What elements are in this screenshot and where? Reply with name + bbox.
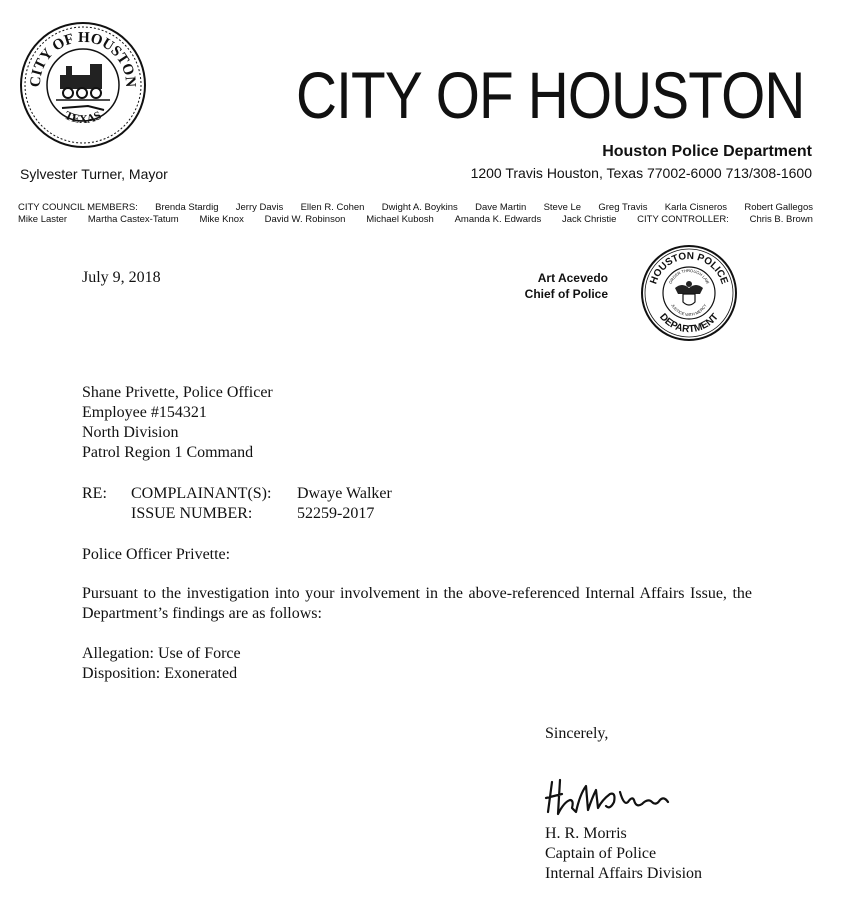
council-member: Martha Castex-Tatum <box>87 214 179 225</box>
complainant-label: COMPLAINANT(S): <box>131 485 272 502</box>
issue-value: 52259-2017 <box>297 505 375 522</box>
council-member: Karla Cisneros <box>664 202 728 213</box>
controller-label: CITY CONTROLLER: <box>637 214 729 225</box>
council-member: David W. Robinson <box>264 214 346 225</box>
svg-text:TEXAS <box>63 108 104 126</box>
council-member: Mike Laster <box>18 214 68 225</box>
department-name: Houston Police Department <box>602 143 812 160</box>
controller-name: Chris B. Brown <box>749 214 813 225</box>
letterhead-title: CITY OF HOUSTON <box>296 58 805 132</box>
council-member: Dave Martin <box>475 202 527 213</box>
signature-icon <box>540 772 675 822</box>
re-issue-row <box>82 504 374 524</box>
council-member: Robert Gallegos <box>744 202 813 213</box>
council-member: Dwight A. Boykins <box>381 202 458 213</box>
council-label: CITY COUNCIL MEMBERS: <box>18 202 138 213</box>
police-seal-inner-top: ORDER THROUGH LAW <box>667 267 711 285</box>
council-member: Mike Knox <box>199 214 244 225</box>
disposition-line: Disposition: Exonerated <box>82 665 238 682</box>
signer-title: Captain of Police <box>545 845 657 862</box>
city-seal-icon <box>18 20 148 150</box>
chief-title: Chief of Police <box>524 287 608 301</box>
body-paragraph: Pursuant to the investigation into your involvement in the above-referenced Internal Affairs Issue, the Department’s findings are as follows: <box>82 585 752 622</box>
city-seal-bottom-text: TEXAS <box>62 107 104 127</box>
council-members-row-1 <box>18 202 813 213</box>
chief-name: Art Acevedo <box>537 271 608 285</box>
department-address: 1200 Travis Houston, Texas 77002-6000 713/308-1600 <box>470 165 812 181</box>
signer-name: H. R. Morris <box>545 825 627 842</box>
police-seal-icon <box>640 244 738 342</box>
police-seal-top-text: HOUSTON POLICE <box>648 250 730 286</box>
police-seal-bottom-text: DEPARTMENT <box>657 311 721 336</box>
findings-block <box>82 644 241 684</box>
signer-division: Internal Affairs Division <box>545 865 703 882</box>
recipient-block <box>82 383 273 463</box>
council-member: Jerry Davis <box>235 202 284 213</box>
council-member: Jack Christie <box>561 214 617 225</box>
recipient-name: Shane Privette, Police Officer <box>82 384 273 401</box>
complainant-value: Dwaye Walker <box>297 485 392 502</box>
council-member: Greg Travis <box>598 202 648 213</box>
mayor-name: Sylvester Turner, Mayor <box>20 166 168 182</box>
salutation: Police Officer Privette: <box>82 546 231 563</box>
allegation-line: Allegation: Use of Force <box>82 645 241 662</box>
council-members-row-2 <box>18 214 813 225</box>
police-seal-inner-bottom: JUSTICE WITH MERCY <box>670 303 708 318</box>
recipient-division: North Division <box>82 424 179 441</box>
council-member: Ellen R. Cohen <box>300 202 365 213</box>
council-member: Michael Kubosh <box>366 214 434 225</box>
chief-block <box>505 270 608 302</box>
re-label: RE: <box>82 485 107 502</box>
re-complainant-row <box>82 484 392 504</box>
issue-label: ISSUE NUMBER: <box>131 505 253 522</box>
council-member: Amanda K. Edwards <box>454 214 542 225</box>
letter-date: July 9, 2018 <box>82 269 161 286</box>
council-member: Brenda Stardig <box>155 202 219 213</box>
council-member: Steve Le <box>543 202 582 213</box>
city-seal-ring-text: CITY OF HOUSTON <box>27 29 139 88</box>
closing: Sincerely, <box>545 725 609 742</box>
recipient-employee: Employee #154321 <box>82 404 207 421</box>
signer-block <box>545 824 702 884</box>
recipient-command: Patrol Region 1 Command <box>82 444 254 461</box>
